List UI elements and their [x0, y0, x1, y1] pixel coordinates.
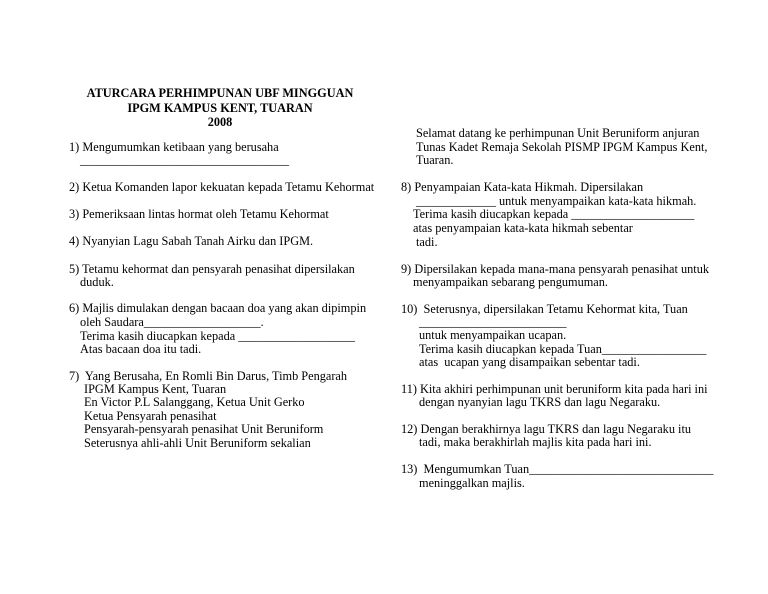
item-8-line-2: _____________ untuk menyampaikan kata-kata hikmah. — [416, 194, 697, 208]
item-5-continuation: duduk. — [80, 275, 114, 289]
item-3-text: 3) Pemeriksaan lintas hormat oleh Tetamu Kehormat — [69, 207, 329, 221]
item-6-line-3: Terima kasih diucapkan kepada ___________________ — [80, 329, 356, 343]
intro-line-2: Tunas Kadet Remaja Sekolah PISMP IPGM Kampus Kent, — [416, 140, 708, 154]
item-4-text: 4) Nyanyian Lagu Sabah Tanah Airku dan IPGM. — [69, 234, 314, 248]
intro-line-3: Tuaran. — [416, 153, 454, 167]
item-8-line-5: tadi. — [416, 235, 438, 249]
item-10-line-4: Terima kasih diucapkan kepada Tuan_________________ — [419, 342, 707, 356]
item-5-text: 5) Tetamu kehormat dan pensyarah penasihat dipersilakan — [69, 262, 355, 276]
item-13-line-2: meninggalkan majlis. — [419, 476, 525, 490]
title-line-2: IPGM KAMPUS KENT, TUARAN — [127, 100, 313, 115]
item-7-line-2: IPGM Kampus Kent, Tuaran — [84, 382, 227, 396]
item-8-line-4: atas penyampaian kata-kata hikmah sebentar — [413, 221, 633, 235]
item-10-blank: ________________________ — [419, 315, 567, 329]
item-6-text: 6) Majlis dimulakan dengan bacaan doa yang akan dipimpin — [69, 301, 367, 315]
item-8-text: 8) Penyampaian Kata-kata Hikmah. Dipersilakan — [401, 180, 644, 194]
item-9-text: 9) Dipersilakan kepada mana-mana pensyarah penasihat untuk — [401, 262, 709, 276]
item-7-text: 7) Yang Berusaha, En Romli Bin Darus, Timb Pengarah — [69, 369, 348, 383]
page-title — [70, 86, 370, 130]
item-10-line-3: untuk menyampaikan ucapan. — [419, 328, 567, 342]
item-13-text: 13) Mengumumkan Tuan______________________________ — [401, 462, 714, 476]
item-7-line-4: Ketua Pensyarah penasihat — [84, 409, 217, 423]
item-1-text: 1) Mengumumkan ketibaan yang berusaha — [69, 140, 279, 154]
title-line-1: ATURCARA PERHIMPUNAN UBF MINGGUAN — [86, 86, 354, 100]
item-11-line-2: dengan nyanyian lagu TKRS dan lagu Negaraku. — [419, 395, 661, 409]
item-12-text: 12) Dengan berakhirnya lagu TKRS dan lagu Negaraku itu — [401, 422, 692, 436]
item-7-line-5: Pensyarah-pensyarah penasihat Unit Beruniform — [84, 422, 324, 436]
item-10-text: 10) Seterusnya, dipersilakan Tetamu Kehormat kita, Tuan — [401, 302, 688, 316]
item-6-line-4: Atas bacaan doa itu tadi. — [80, 342, 202, 356]
item-7-line-3: En Victor P.L Salanggang, Ketua Unit Gerko — [84, 395, 305, 409]
intro-line-1: Selamat datang ke perhimpunan Unit Beruniform anjuran — [416, 126, 700, 140]
title-line-3: 2008 — [207, 115, 233, 129]
item-2-text: 2) Ketua Komanden lapor kekuatan kepada Tetamu Kehormat — [69, 180, 375, 194]
item-8-line-3: Terima kasih diucapkan kepada ____________________ — [413, 207, 695, 221]
item-6-line-2: oleh Saudara___________________. — [80, 315, 264, 329]
item-12-line-2: tadi, maka berakhirlah majlis kita pada hari ini. — [419, 435, 652, 449]
item-7-line-6: Seterusnya ahli-ahli Unit Beruniform sekalian — [84, 436, 311, 450]
item-9-line-2: menyampaikan sebarang pengumuman. — [413, 275, 608, 289]
item-1-blank: __________________________________ — [80, 153, 290, 167]
item-10-line-5: atas ucapan yang disampaikan sebentar tadi. — [419, 355, 640, 369]
item-11-text: 11) Kita akhiri perhimpunan unit beruniform kita pada hari ini — [401, 382, 708, 396]
